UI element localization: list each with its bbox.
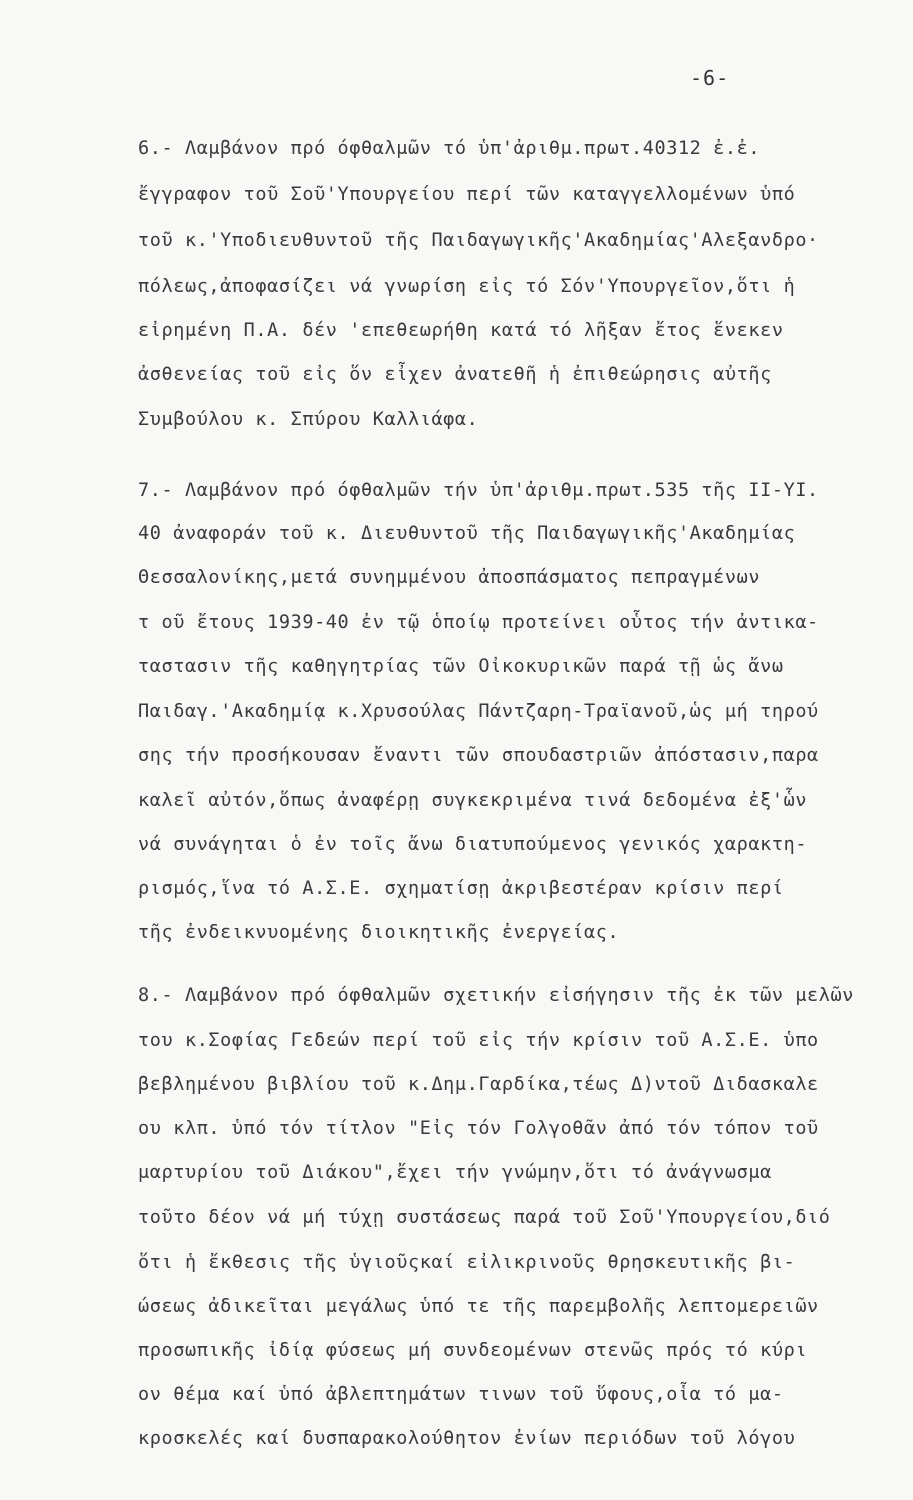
paragraph-6-line: ἔγγραφον τοῦ Σοῦ'Υπουργείου περί τῶν καταγγελλομένων ὑπό: [138, 184, 796, 205]
paragraph-8-line: βεβλημένου βιβλίου τοῦ κ.Δημ.Γαρδίκα,τέως Δ)ντοῦ Διδασκαλε: [138, 1074, 819, 1095]
paragraph-6-line: 6.- Λαμβάνον πρό όφθαλμῶν τό ὑπ'ἀριθμ.πρωτ.40312 ἐ.ἐ.: [138, 138, 761, 159]
paragraph-7-line: 7.- Λαμβάνον πρό όφθαλμῶν τήν ὑπ'ἀριθμ.πρωτ.535 τῆς ΙΙ-ΥΙ.: [138, 480, 819, 501]
paragraph-7-line: ρισμός,ἵνα τό Α.Σ.Ε. σχηματίσῃ ἀκριβεστέραν κρίσιν περί: [138, 878, 784, 899]
paragraph-8-line: ου κλπ. ὑπό τόν τίτλον "Εἰς τόν Γολγοθᾶν ἀπό τόν τόπον τοῦ: [138, 1118, 819, 1139]
paragraph-6-line: εἰρημένη Π.Α. δέν 'επεθεωρήθη κατά τό λῆξαν ἔτος ἕνεκεν: [138, 320, 784, 341]
paragraph-8-line: μαρτυρίου τοῦ Διάκου",ἔχει τήν γνώμην,ὅτι τό ἀνάγνωσμα: [138, 1162, 772, 1183]
paragraph-6-line: Συμβούλου κ. Σπύρου Καλλιάφα.: [138, 409, 479, 430]
paragraph-7-line: τ οῦ ἔτους 1939-40 ἐν τῷ ὁποίῳ προτείνει οὗτος τήν ἀντικα-: [138, 612, 819, 633]
paragraph-7-line: Παιδαγ.'Ακαδημίᾳ κ.Χρυσούλας Πάντζαρη-Τραϊανοῦ,ὡς μή τηρού: [138, 701, 819, 722]
paragraph-6-line: τοῦ κ.'Υποδιευθυντοῦ τῆς Παιδαγωγικῆς'Ακαδημίας'Αλεξανδρο·: [138, 230, 819, 251]
paragraph-8-line: κροσκελές καί δυσπαρακολούθητον ἐνίων περιόδων τοῦ λόγου: [138, 1428, 796, 1449]
paragraph-7-line: ταστασιν τῆς καθηγητρίας τῶν Οἰκοκυρικῶν παρά τῇ ὡς ἄνω: [138, 656, 784, 677]
paragraph-6-line: ἀσθενείας τοῦ εἰς ὅν εἶχεν ἀνατεθῆ ἡ ἐπιθεώρησις αὐτῆς: [138, 364, 772, 385]
paragraph-8-line: ὅτι ἡ ἔκθεσις τῆς ὑγιοῦςκαί εἰλικρινοῦς θρησκευτικῆς βι-: [138, 1252, 796, 1273]
page-number: -6-: [690, 66, 730, 90]
paragraph-8-line: του κ.Σοφίας Γεδεών περί τοῦ εἰς τήν κρίσιν τοῦ Α.Σ.Ε. ὑπο: [138, 1030, 819, 1051]
paragraph-7-line: νά συνάγηται ὁ ἐν τοῖς ἄνω διατυπούμενος γενικός χαρακτη-: [138, 834, 808, 855]
paragraph-8-line: προσωπικῆς ἰδίᾳ φύσεως μή συνδεομένων στενῶς πρός τό κύρι: [138, 1340, 808, 1361]
paragraph-8-line: τοῦτο δέον νά μή τύχῃ συστάσεως παρά τοῦ Σοῦ'Υπουργείου,διό: [138, 1207, 831, 1228]
paragraph-7-line: καλεῖ αὐτόν,ὅπως ἀναφέρῃ συγκεκριμένα τινά δεδομένα ἐξ'ὧν: [138, 790, 808, 811]
paragraph-8-line: ώσεως ἀδικεῖται μεγάλως ὑπό τε τῆς παρεμβολῆς λεπτομερειῶν: [138, 1296, 819, 1317]
paragraph-8-line: ον θέμα καί ὑπό ἀβλεπτημάτων τινων τοῦ ὕφους,οἷα τό μα-: [138, 1384, 784, 1405]
paragraph-6-line: πόλεως,ἀποφασίζει νά γνωρίση εἰς τό Σόν'Υπουργεῖον,ὅτι ἡ: [138, 276, 796, 297]
paragraph-7-line: σης τήν προσήκουσαν ἔναντι τῶν σπουδαστριῶν ἀπόστασιν,παρα: [138, 745, 819, 766]
paragraph-7-line: 40 ἀναφοράν τοῦ κ. Διευθυντοῦ τῆς Παιδαγωγικῆς'Ακαδημίας: [138, 523, 796, 544]
paragraph-8-line: 8.- Λαμβάνον πρό όφθαλμῶν σχετικήν εἰσήγησιν τῆς ἐκ τῶν μελῶν: [138, 985, 855, 1006]
paragraph-7-line: Θεσσαλονίκης,μετά συνημμένου ἀποσπάσματος πεπραγμένων: [138, 567, 761, 588]
paragraph-7-line: τῆς ἐνδεικνυομένης διοικητικῆς ἐνεργείας.: [138, 922, 620, 943]
